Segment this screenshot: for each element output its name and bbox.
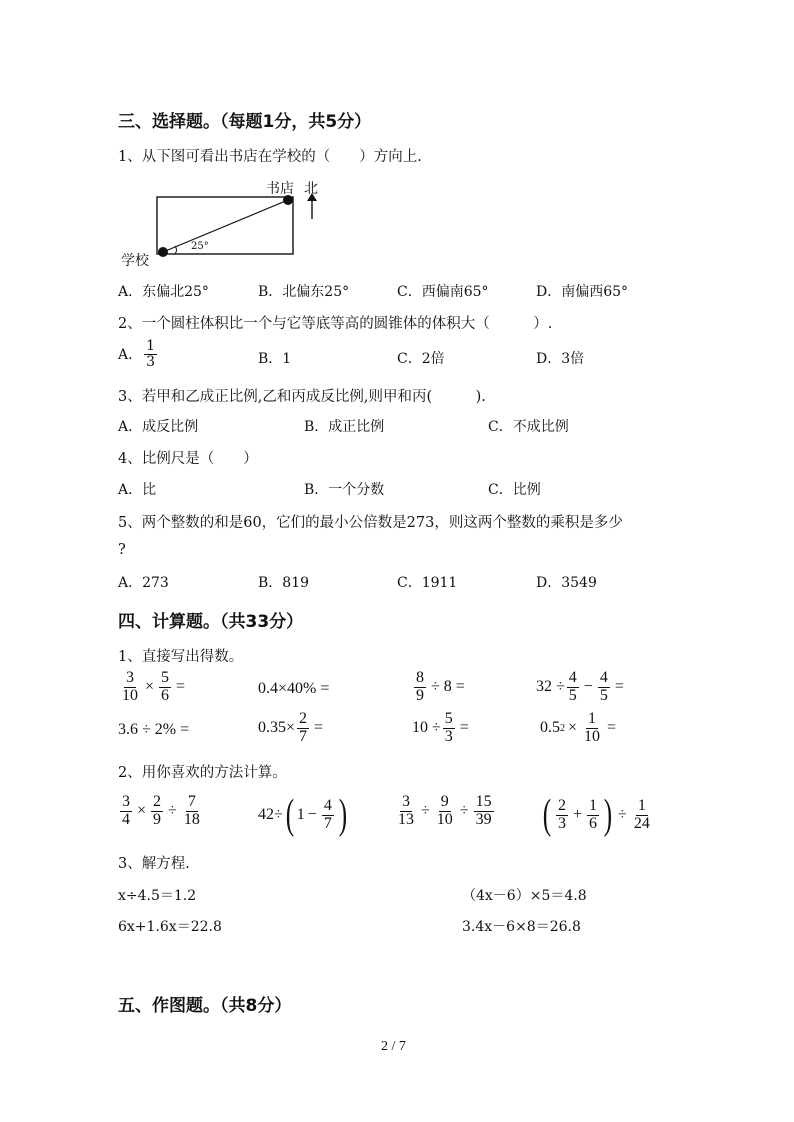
fraction-numerator: 1 <box>146 338 156 354</box>
fraction-numerator: 3 <box>122 793 130 810</box>
math-operator: ÷ 8 = <box>431 678 465 696</box>
fraction-denominator: 10 <box>122 686 138 704</box>
right-paren: ) <box>338 792 348 838</box>
fraction-denominator: 24 <box>633 814 650 832</box>
fraction <box>587 798 599 833</box>
calc2-expr-3 <box>394 794 496 829</box>
fraction-denominator: 9 <box>416 686 424 704</box>
fraction-denominator: 3 <box>146 353 156 370</box>
q2-option-c: C．2倍 <box>397 351 445 367</box>
calc1-expr-3 <box>412 670 468 705</box>
fraction <box>120 794 132 829</box>
calc1-expr-4: 32 ÷ $\frac{4}{5}$ − $\frac{4}{5}$ = <box>536 669 624 704</box>
fraction-denominator: 5 <box>568 686 577 704</box>
fraction-denominator: 10 <box>584 727 601 745</box>
calc1-expr-5: 3.6 ÷ 2% = <box>118 721 190 738</box>
fraction-denominator: 6 <box>589 814 598 832</box>
math-operator: − <box>307 806 317 823</box>
fraction <box>414 670 426 705</box>
fraction-denominator: 18 <box>183 810 200 828</box>
right-paren: ) <box>603 792 613 838</box>
fraction <box>151 794 163 829</box>
section-3-title: 三、选择题。（每题1分，共5分） <box>118 112 372 132</box>
angle-arc <box>175 246 177 254</box>
fraction-denominator: 13 <box>398 810 414 828</box>
q5-text: 5、两个整数的和是60，它们的最小公倍数是273，则这两个整数的乘积是多少 <box>118 515 623 531</box>
fraction <box>474 794 494 829</box>
q2-text: 2、一个圆柱体积比一个与它等底等高的圆锥体的体积大（ ）. <box>118 316 553 332</box>
q5-text-continuation: ? <box>118 542 126 558</box>
fraction-numerator: 5 <box>444 710 453 727</box>
calc1-expr-8: 0.5 2 × $\frac{1}{10}$ = <box>540 710 617 745</box>
left-paren: ( <box>285 792 294 838</box>
fraction-denominator: 7 <box>323 814 332 832</box>
fraction-numerator: 2 <box>558 796 566 814</box>
math-operator: × <box>137 802 147 820</box>
math-operator: = <box>176 678 186 696</box>
fraction-denominator: 7 <box>299 727 308 745</box>
math-operator: × <box>568 719 578 737</box>
fraction-denominator: 3 <box>444 727 453 745</box>
q3-text: 3、若甲和乙成正比例,乙和丙成反比例,则甲和丙( ). <box>118 389 486 405</box>
left-paren: ( <box>542 792 552 838</box>
calc2-expr-4 <box>540 794 654 836</box>
math-operator: = <box>607 719 617 737</box>
math-operator: × <box>145 678 155 696</box>
fraction <box>182 794 202 829</box>
fig-angle-label: 25° <box>191 241 209 252</box>
math-operator: ÷ <box>618 806 627 823</box>
fraction-numerator: 4 <box>323 796 332 814</box>
q4-option-b: B．一个分数 <box>304 482 385 498</box>
equation-3: 6x+1.6x＝22.8 <box>118 919 222 935</box>
q1-option-b: B．北偏东25° <box>258 284 350 300</box>
fig-north-label: 北 <box>304 181 318 197</box>
figure-diagonal <box>163 200 288 252</box>
fraction <box>443 711 455 746</box>
equation-2: （4x－6）×5＝4.8 <box>462 888 587 904</box>
fig-school-label: 学校 <box>121 253 149 269</box>
math-operator: = <box>459 719 469 737</box>
fraction <box>435 794 455 829</box>
page-number: 2 / 7 <box>381 1039 406 1054</box>
q3-option-c: C．不成比例 <box>488 419 569 435</box>
math-operator: ÷ <box>168 802 177 820</box>
calc2-expr-1 <box>118 794 204 829</box>
calc-part2-label: 2、用你喜欢的方法计算。 <box>118 765 287 781</box>
fraction-numerator: 1 <box>588 710 597 727</box>
fraction <box>598 670 610 705</box>
fraction-numerator: 4 <box>599 669 608 686</box>
q3-option-b: B．成正比例 <box>304 419 385 435</box>
fraction-numerator: 2 <box>153 793 162 810</box>
math-operator: + <box>573 806 583 823</box>
fraction <box>632 798 652 833</box>
fraction-numerator: 3 <box>402 793 410 810</box>
q4-option-a: A．比 <box>118 482 157 498</box>
fraction-denominator: 6 <box>161 686 170 704</box>
math-operator: − <box>583 678 593 696</box>
fraction-numerator: 7 <box>187 793 196 810</box>
fraction <box>159 670 171 705</box>
calc-part1-label: 1、直接写出得数。 <box>118 649 244 665</box>
q2-option-a-fraction <box>144 339 157 369</box>
school-dot <box>158 247 168 257</box>
fraction <box>120 670 140 705</box>
calc1-expr-6: 0.35× $\frac{2}{7}$ = <box>258 710 324 745</box>
fig-bookstore-label: 书店 <box>266 181 294 197</box>
q1-option-d: D．南偏西65° <box>536 284 629 300</box>
fraction <box>567 670 579 705</box>
q4-option-c: C．比例 <box>488 482 541 498</box>
q5-option-b: B．819 <box>258 575 310 591</box>
calc-part3-label: 3、解方程. <box>118 856 190 872</box>
fraction-denominator: 10 <box>436 810 453 828</box>
math-operator: = <box>314 719 324 737</box>
fraction-numerator: 15 <box>475 793 492 810</box>
q1-option-a: A．东偏北25° <box>118 284 209 300</box>
math-operator: ÷ <box>421 802 430 820</box>
fraction <box>297 711 309 746</box>
section-4-title: 四、计算题。（共33分） <box>118 612 304 632</box>
calc1-expr-2: 0.4×40% = <box>258 680 330 697</box>
fraction-numerator: 1 <box>637 796 646 814</box>
calc1-expr-1 <box>118 670 188 705</box>
fraction-numerator: 3 <box>126 669 134 686</box>
fraction <box>322 798 334 833</box>
q5-option-c: C．1911 <box>397 575 458 591</box>
fraction-numerator: 4 <box>568 669 577 686</box>
fraction-numerator: 2 <box>299 710 308 727</box>
q2-option-d: D．3倍 <box>536 351 585 367</box>
q5-option-a: A．273 <box>118 575 169 591</box>
fraction <box>582 711 602 746</box>
fraction-denominator: 4 <box>122 810 130 828</box>
q2-option-a-prefix: A． <box>118 347 143 364</box>
fraction <box>556 798 568 833</box>
math-operator: = <box>614 678 624 696</box>
section-5-title: 五、作图题。（共8分） <box>118 996 292 1016</box>
fraction-numerator: 9 <box>440 793 449 810</box>
equation-4: 3.4x－6×8＝26.8 <box>462 919 581 935</box>
q2-option-b: B．1 <box>258 351 292 367</box>
fraction-denominator: 3 <box>558 814 566 832</box>
fraction-numerator: 1 <box>589 796 598 814</box>
fraction-denominator: 39 <box>475 810 492 828</box>
q1-option-c: C．西偏南65° <box>397 284 489 300</box>
fraction <box>396 794 416 829</box>
fraction-numerator: 5 <box>161 669 170 686</box>
fraction-numerator: 8 <box>416 669 424 686</box>
q5-option-d: D．3549 <box>536 575 597 591</box>
q1-text: 1、从下图可看出书店在学校的（ ）方向上. <box>118 149 422 165</box>
fraction-denominator: 5 <box>599 686 608 704</box>
equation-1: x÷4.5＝1.2 <box>118 888 197 904</box>
fraction-denominator: 9 <box>153 810 162 828</box>
q4-text: 4、比例尺是（ ） <box>118 451 258 467</box>
calc2-expr-2: 42÷ ( 1 − $\frac{4}{7}$ ) <box>258 792 348 838</box>
q3-option-a: A．成反比例 <box>118 419 199 435</box>
q2-option-a <box>118 339 159 369</box>
math-operator: ÷ <box>459 802 469 820</box>
calc1-expr-7: 10 ÷ $\frac{5}{3}$ = <box>412 710 469 745</box>
